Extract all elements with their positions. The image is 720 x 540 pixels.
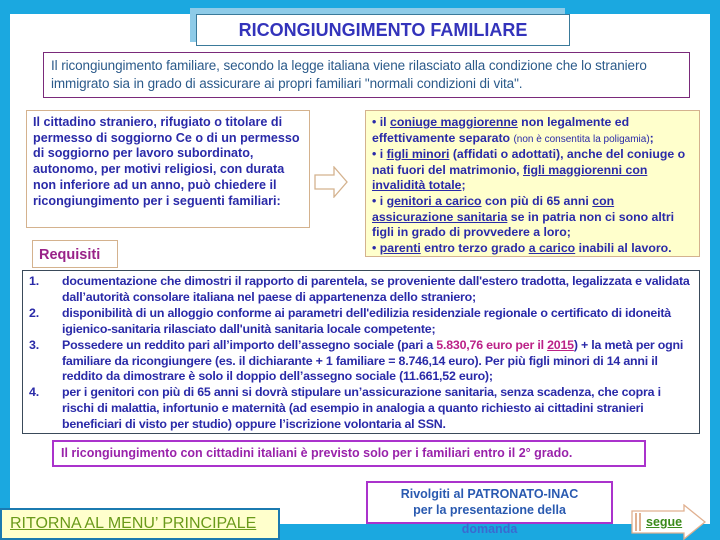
list-item [29,385,693,433]
text: non legalmente ed effettivamente separato [372,115,630,145]
text: • [372,240,380,255]
eligibility-text: Il cittadino straniero, rifugiato o titolare di permesso di soggiorno Ce o di un permesso di soggiorno per lavoro subordinato, autonomo, per motivi religiosi, con durata non inferiore ad un anno, può chiedere il ricongiungimento per i seguenti familiari: [26,110,310,228]
year-link[interactable]: 2015 [547,337,574,352]
requisiti-heading: Requisiti [32,240,118,268]
text: ; [649,130,654,145]
text: Possedere un reddito pari all’importo dell’assegno sociale (pari a [62,337,437,352]
requirements-list [22,270,700,434]
text: se in patria non ci sono altri figli in grado di provvedere a loro; [372,209,675,240]
item-text [62,338,693,386]
intro-text: Il ricongiungimento familiare, secondo la legge italiana viene rilasciato alla condizione che lo straniero immigrato sia in grado di assicurare ai propri familiari "normali condizioni di vita". [43,52,690,98]
text: a carico [528,240,576,255]
item-text: disponibilità di un alloggio conforme ai parametri dell'edilizia residenziale regionale o certificato di idoneità igienico-sanitaria rilasciato dall'unità sanitaria locale competente; [62,305,671,336]
text: ) + la metà per ogni familiare da ricongiungere (es. il dichiarante + 1 familiare = 8.746,14 euro). Per più figli minori di 14 anni il reddito da dimostrare è solo il doppio dell’assegno sociale (11.661,52 euro); [62,337,684,384]
list-item [29,306,693,338]
page-title: RICONGIUNGIMENTO FAMILIARE [196,14,570,46]
text: (affidati o adottati), anche del coniuge o nati fuori del matrimonio, [372,147,686,177]
list-item [29,338,693,386]
text: domanda [461,522,518,536]
text: • i [372,147,387,162]
patronato-link[interactable]: PATRONATO-INAC [467,487,579,501]
text: (non è consentita la poligamia) [513,133,650,145]
text: con assicurazione sanitaria [372,193,615,224]
return-main-menu-button[interactable]: RITORNA AL MENU’ PRINCIPALE [0,508,280,540]
arrow-right-icon [314,166,348,198]
item-number: 4. [29,385,39,400]
text: • i [372,193,387,208]
text: coniuge maggiorenne [389,115,518,129]
text: con più di 65 anni [481,193,593,208]
item-number: 3. [29,337,39,352]
text: inabili al lavoro. [575,240,672,255]
family-members-list [365,110,700,257]
item-text: per i genitori con più di 65 anni si dovrà stipulare un’assicurazione sanitaria, senza scadenza, che copra i rischi di malattia, infortunio e maternità (ad esempio in analogia a quanto richiesto ai cittadini stranieri beneficiari di visto per studio) oppure l’iscrizione volontaria al SSN. [62,385,661,432]
text: entro terzo grado [420,240,529,255]
amount: 5.830,76 euro per il [436,337,548,352]
patronato-box [366,481,613,536]
list-item [29,274,693,306]
item-number: 1. [29,274,39,288]
text: ; [461,178,466,193]
text: figli maggiorenni con invalidità totale [372,162,648,193]
item-text: documentazione che dimostri il rapporto di parentela, se proveniente dall'estero tradotta, legalizzata e validata dall’autorità consolare italiana nel paese di appartenenza dello straniero; [62,274,690,304]
text: Rivolgiti al [400,487,468,501]
text: per la presentazione della [413,503,566,517]
item-number: 2. [29,305,39,320]
text: genitori a carico [386,193,482,208]
text: figli minori [386,147,450,162]
next-button[interactable]: segue [646,515,683,529]
text: parenti [379,240,421,255]
italian-citizens-note: Il ricongiungimento con cittadini italiani è previsto solo per i familiari entro il 2° grado. [52,440,646,467]
text: • il [372,115,390,129]
